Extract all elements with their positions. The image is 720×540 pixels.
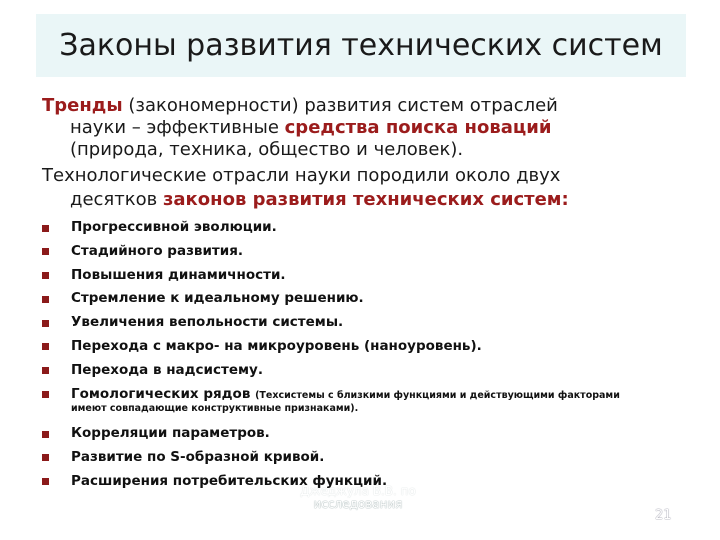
title-box bbox=[36, 14, 686, 77]
footer-text bbox=[292, 484, 424, 513]
bullet-icon bbox=[42, 454, 49, 461]
list-item: Стремление к идеальному решению. bbox=[42, 287, 620, 311]
bullet-icon bbox=[42, 296, 49, 303]
intro-text-1: (закономерности) развития систем отраслей bbox=[122, 95, 558, 116]
list-item: Корреляции параметров. bbox=[42, 422, 387, 446]
footer-line-1: Джеджула В.В. по bbox=[300, 484, 416, 498]
intro-text-5: десятков bbox=[70, 189, 163, 210]
bullet-icon bbox=[42, 248, 49, 255]
list-item: Прогрессивной эволюции. bbox=[42, 216, 620, 240]
bullet-icon bbox=[42, 272, 49, 279]
list-item: Развитие по S-образной кривой. bbox=[42, 446, 387, 470]
list-item: Увеличения вепольности системы. bbox=[42, 311, 620, 335]
bullet-icon bbox=[42, 367, 49, 374]
homology-label: Гомологических рядов bbox=[71, 385, 256, 402]
laws-list-a bbox=[42, 216, 620, 406]
laws-bold: законов развития технических систем: bbox=[162, 189, 569, 210]
bullet-icon bbox=[42, 431, 49, 438]
list-item: Перехода в надсистему. bbox=[42, 359, 620, 383]
list-item: Повышения динамичности. bbox=[42, 264, 620, 288]
bullet-icon bbox=[42, 343, 49, 350]
bullet-icon bbox=[42, 391, 49, 398]
innovation-bold: средства поиска новаций bbox=[284, 117, 552, 138]
intro-line-1 bbox=[42, 95, 558, 117]
footer-line-2: исследования bbox=[313, 497, 403, 511]
intro-line-2 bbox=[70, 117, 551, 139]
intro-line-3: (природа, техника, общество и человек). bbox=[70, 139, 464, 160]
bullet-icon bbox=[42, 320, 49, 327]
slide-title: Законы развития технических систем bbox=[59, 28, 663, 63]
list-item: Расширения потребительских функций. bbox=[42, 470, 387, 494]
list-item: Перехода с макро- на микроуровень (наноуровень). bbox=[42, 335, 620, 359]
homology-note-cont: имеют совпадающие конструктивные признаками). bbox=[71, 403, 359, 414]
list-item: Стадийного развития. bbox=[42, 240, 620, 264]
page-number: 21 bbox=[655, 508, 672, 523]
trends-bold: Тренды bbox=[42, 95, 123, 116]
intro-text-2: науки – эффективные bbox=[70, 117, 285, 138]
homology-note: (Техсистемы с близкими функциями и действующими факторами bbox=[255, 389, 620, 401]
intro-line-4: Технологические отрасли науки породили около двух bbox=[42, 165, 561, 186]
intro-line-5 bbox=[70, 189, 569, 211]
bullet-icon bbox=[42, 478, 49, 485]
bullet-icon bbox=[42, 225, 49, 232]
